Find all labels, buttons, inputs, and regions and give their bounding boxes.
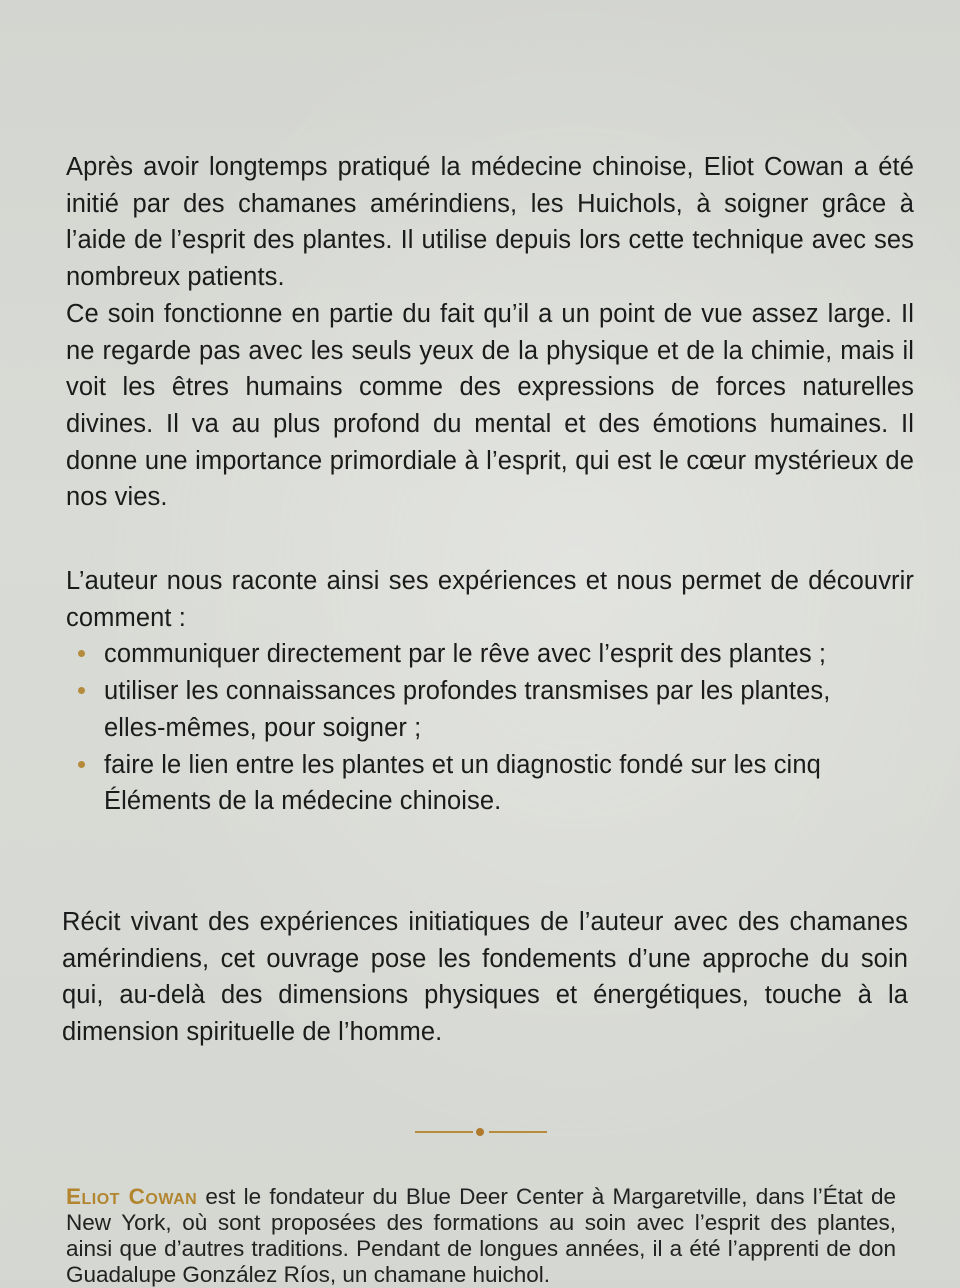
experiences-lead: L’auteur nous raconte ainsi ses expériences et nous permet de découvrir comment : (66, 567, 914, 632)
bullet-dot-icon (78, 687, 85, 694)
bullet-dot-icon (78, 761, 85, 768)
divider-line-left (415, 1131, 473, 1133)
list-item (66, 747, 886, 820)
bullet-dot-icon (78, 650, 85, 657)
summary-paragraph: Récit vivant des expériences initiatiques de l’auteur avec des chamanes amérindiens, cet ouvrage pose les fondements d’une approche du soin qui, au-delà des dimensions physiques et énergétiques, touche à la dimension spirituelle de l’homme. (62, 908, 908, 1047)
ornamental-divider (415, 1124, 547, 1140)
list-item (66, 673, 886, 746)
divider-dot-icon (476, 1128, 484, 1136)
list-item-text: utiliser les connaissances profondes transmises par les plantes, elles-mêmes, pour soigner ; (104, 677, 831, 742)
author-bio-text: est le fondateur du Blue Deer Center à Margaretville, dans l’État de New York, où sont proposées des formations au soin avec l’esprit des plantes, ainsi que d’autres traditions. Pendant de longues années, il a été l’apprenti de don Guadalupe González Ríos, un chamane huichol. (66, 1184, 897, 1287)
intro-paragraph-1: Après avoir longtemps pratiqué la médecine chinoise, Eliot Cowan a été initié par des chamanes amérindiens, les Huichols, à soigner grâce à l’aide de l’esprit des plantes. Il utilise depuis lors cette technique avec ses nombreux patients. (66, 153, 914, 292)
intro-paragraph-2: Ce soin fonctionne en partie du fait qu’il a un point de vue assez large. Il ne regarde pas avec les seuls yeux de la physique et de la chimie, mais il voit les êtres humains comme des expressions de forces naturelles divines. Il va au plus profond du mental et des émotions humaines. Il donne une importance primordiale à l’esprit, qui est le cœur mystérieux de nos vies. (66, 299, 914, 512)
intro-section (66, 149, 914, 516)
list-item-text: communiquer directement par le rêve avec l’esprit des plantes ; (104, 640, 827, 669)
author-name: Eliot Cowan (66, 1184, 198, 1209)
list-item-text: faire le lien entre les plantes et un diagnostic fondé sur les cinq Éléments de la médecine chinoise. (104, 750, 821, 816)
summary-section (62, 904, 908, 1051)
experiences-list (66, 636, 914, 820)
divider-line-right (489, 1131, 547, 1133)
list-item (66, 636, 886, 673)
experiences-section (66, 563, 914, 820)
author-bio (66, 1184, 896, 1288)
